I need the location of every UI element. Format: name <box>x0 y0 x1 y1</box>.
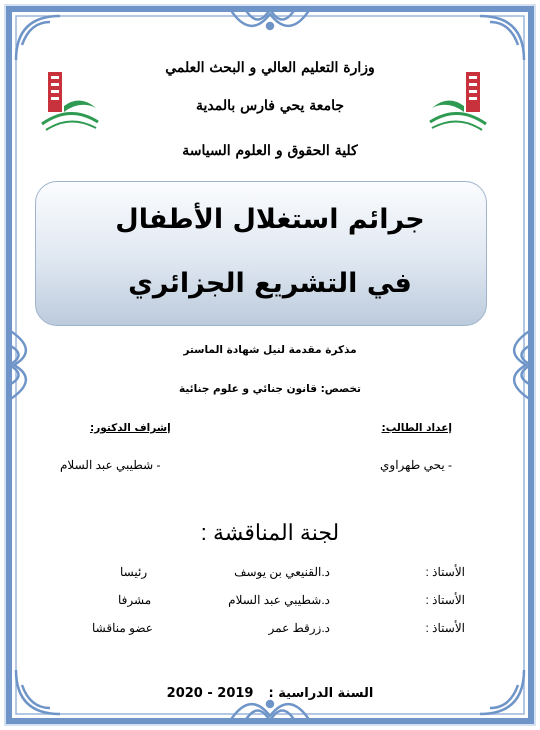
supervisor-name: - شطيبي عبد السلام <box>60 458 161 472</box>
committee-row-1-name: د.القنيعي بن يوسف <box>234 565 330 579</box>
academic-year-label: السنة الدراسية : <box>268 686 374 701</box>
student-label: إعداد الطالب: <box>381 422 452 434</box>
committee-row-3-name: د.زرقط عمر <box>268 621 330 635</box>
committee-row-1-title: الأستاذ : <box>425 565 465 579</box>
student-name: - يحي طهراوي <box>380 458 452 472</box>
thesis-title-line2: في التشريع الجزائري <box>128 268 412 299</box>
committee-row-3-title: الأستاذ : <box>425 621 465 635</box>
committee-row-2-name: د.شطيبي عبد السلام <box>228 593 330 607</box>
academic-year <box>0 686 540 701</box>
memo-description: مذكرة مقدمة لنيل شهادة الماستر <box>183 344 357 356</box>
supervisor-label: إشراف الدكتور: <box>90 422 171 434</box>
title-box <box>35 181 487 326</box>
university-name: جامعة يحي فارس بالمدية <box>196 98 344 114</box>
committee-row-2-role: مشرفا <box>118 593 152 607</box>
committee-row-3-role: عضو مناقشا <box>92 621 153 635</box>
faculty-name: كلية الحقوق و العلوم السياسة <box>182 143 358 159</box>
ministry-name: وزارة التعليم العالي و البحث العلمي <box>165 60 375 76</box>
academic-year-value: 2019 - 2020 <box>166 686 254 701</box>
committee-row-2-title: الأستاذ : <box>425 593 465 607</box>
committee-row-1-role: رئيسا <box>120 565 148 579</box>
thesis-title-line1: جرائم استغلال الأطفال <box>115 204 425 235</box>
specialty: تخصص: قانون جنائي و علوم جنائية <box>179 383 361 395</box>
committee-title: لجنة المناقشة : <box>200 520 340 545</box>
